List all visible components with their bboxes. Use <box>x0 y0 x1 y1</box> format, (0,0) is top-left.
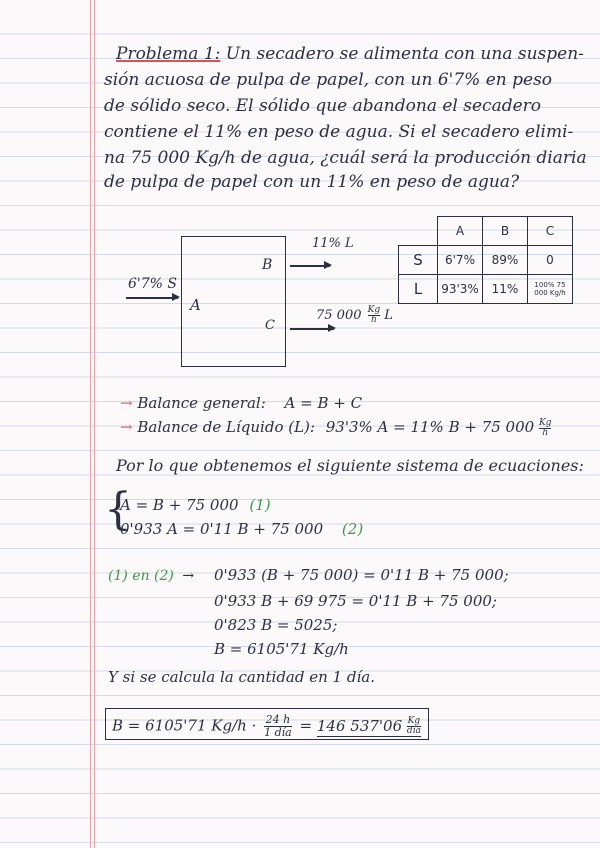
margin-line <box>94 0 95 848</box>
final-calculation: B = 6105'71 Kg/h · 24 h 1 día = 146 537'06 Kg día <box>112 713 421 739</box>
table-cell: 6'7% <box>438 246 483 275</box>
substitution-label: (1) en (2) → <box>108 568 195 584</box>
stream-b-label: B <box>262 257 273 273</box>
input-arrow <box>126 297 178 299</box>
output-c-label: 75 000 $\frac{Kg}{h}$ L <box>316 305 393 325</box>
table-row <box>399 275 573 304</box>
problem-line-2: sión acuosa de pulpa de papel, con un 6'7% en peso <box>104 70 553 90</box>
output-b-arrow <box>290 265 330 267</box>
problem-line-5: na 75 000 Kg/h de agua, ¿cuál será la producción diaria <box>104 148 587 168</box>
problem-line-4: contiene el 11% en peso de agua. Si el secadero elimi- <box>104 122 574 142</box>
table-header: A <box>438 217 483 246</box>
table-cell: 89% <box>483 246 528 275</box>
margin-line <box>90 0 91 848</box>
solution-step-3: 0'823 B = 5025; <box>214 616 338 634</box>
stream-c-label: C <box>265 318 275 333</box>
output-c-arrow <box>290 328 334 330</box>
output-b-label: 11% L <box>312 236 354 251</box>
solution-step-2: 0'933 B + 69 975 = 0'11 B + 75 000; <box>214 592 497 610</box>
table-cell: 0 <box>528 246 573 275</box>
row-label: S <box>399 246 438 275</box>
table-header-row <box>399 217 573 246</box>
solution-step-1: 0'933 (B + 75 000) = 0'11 B + 75 000; <box>214 566 509 584</box>
equation-2: 0'933 A = 0'11 B + 75 000 (2) <box>120 520 364 538</box>
system-intro: Por lo que obtenemos el siguiente sistema de ecuaciones: <box>116 456 584 475</box>
stream-a-label: A <box>190 296 201 314</box>
final-result: 146 537'06 Kg día <box>316 716 421 736</box>
general-balance: → Balance general: A = B + C <box>120 394 363 412</box>
table-cell: 11% <box>483 275 528 304</box>
solution-step-4: B = 6105'71 Kg/h <box>214 640 349 658</box>
row-label: L <box>399 275 438 304</box>
table-cell: 100% 75 000 Kg/h <box>528 275 573 304</box>
table-row <box>399 246 573 275</box>
input-label: 6'7% S <box>128 276 178 292</box>
problem-line-1: Problema 1: Un secadero se alimenta con una suspen- <box>116 44 584 64</box>
arrow-icon: → <box>120 394 133 412</box>
table-header: B <box>483 217 528 246</box>
daily-intro: Y si se calcula la cantidad en 1 día. <box>108 668 375 686</box>
problem-line-3: de sólido seco. El sólido que abandona el secadero <box>104 96 542 116</box>
composition-table <box>398 216 573 304</box>
liquid-balance: → Balance de Líquido (L): 93'3% A = 11% B + 75 000 $\frac{Kg}{h}$ <box>120 417 552 438</box>
problem-title: Problema 1: <box>116 44 221 64</box>
brace-icon: { <box>104 484 132 535</box>
table-cell: 93'3% <box>438 275 483 304</box>
arrow-icon: → <box>182 568 195 584</box>
equation-1: A = B + 75 000 (1) <box>120 496 271 514</box>
arrow-icon: → <box>120 418 133 436</box>
table-header: C <box>528 217 573 246</box>
problem-line-6: de pulpa de papel con un 11% en peso de agua? <box>104 172 520 192</box>
